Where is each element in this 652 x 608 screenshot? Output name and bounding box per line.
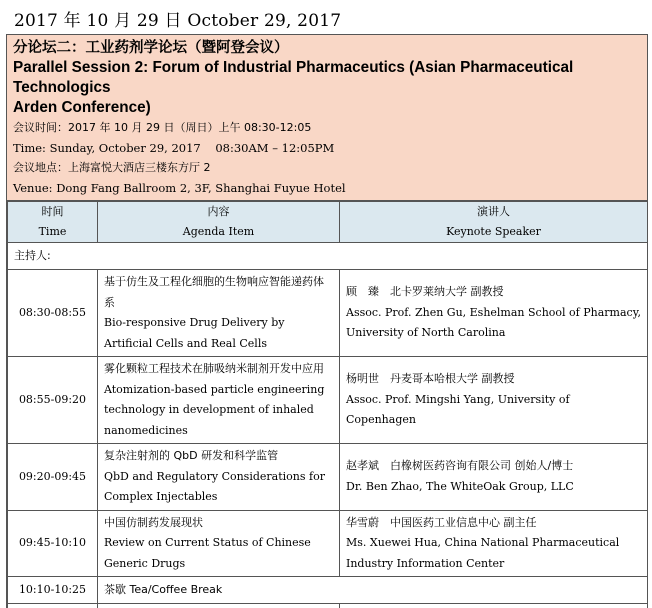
header-agenda: 内容 Agenda Item: [98, 202, 340, 243]
host-row: [8, 243, 648, 270]
session-venue-cn: 会议地点：上海富悦大酒店三楼东方厅 2: [13, 158, 641, 178]
session-header: [7, 34, 647, 201]
table-row: [8, 270, 648, 357]
row-time: 09:45-10:10: [8, 510, 98, 577]
session-title-en-2: Arden Conference): [13, 98, 641, 118]
session-venue-en: Venue: Dong Fang Ballroom 2, 3F, Shanghai Fuyue Hotel: [13, 178, 641, 198]
header-speaker: 演讲人 Keynote Speaker: [340, 202, 648, 243]
row-agenda: 基于仿生及工程化细胞的生物响应智能递药体系 Bio-responsive Drug Delivery by Artificial Cells and Real Cells: [98, 270, 340, 357]
table-row: [8, 357, 648, 444]
row-agenda: 雾化颗粒工程技术在肺吸纳米制剂开发中应用 Atomization-based particle engineering technology in development of inhaled nanomedicines: [98, 357, 340, 444]
row-speaker: 赵孝斌 白橡树医药咨询有限公司 创始人/博士 Dr. Ben Zhao, The WhiteOak Group, LLC: [340, 444, 648, 511]
session-title-cn: 分论坛二：工业药剂学论坛（暨阿登会议）: [13, 38, 641, 58]
break-row: [8, 577, 648, 604]
row-agenda: 中国仿制药发展现状 Review on Current Status of Chinese Generic Drugs: [98, 510, 340, 577]
session-sheet: [6, 34, 648, 608]
row-agenda: 复杂注射剂的 QbD 研发和科学监管 QbD and Regulatory Considerations for Complex Injectables: [98, 444, 340, 511]
agenda-table: [7, 201, 648, 608]
table-header-row: [8, 202, 648, 243]
row-time: 08:55-09:20: [8, 357, 98, 444]
header-time: 时间 Time: [8, 202, 98, 243]
session-title-en-1: Parallel Session 2: Forum of Industrial Pharmaceutics (Asian Pharmaceutical Technologics: [13, 58, 641, 98]
break-label: 茶歇 Tea/Coffee Break: [98, 577, 648, 604]
session-time-cn: 会议时间：2017 年 10 月 29 日（周日）上午 08:30-12:05: [13, 118, 641, 138]
row-speaker: 顾 臻 北卡罗莱纳大学 副教授 Assoc. Prof. Zhen Gu, Eshelman School of Pharmacy, University of North Carolina: [340, 270, 648, 357]
table-row: [8, 510, 648, 577]
date-line: 2017 年 10 月 29 日 October 29, 2017: [14, 6, 341, 31]
table-continuation: [8, 604, 648, 608]
break-time: 10:10-10:25: [8, 577, 98, 604]
row-time: 09:20-09:45: [8, 444, 98, 511]
row-speaker: 华雪蔚 中国医药工业信息中心 副主任 Ms. Xuewei Hua, China National Pharmaceutical Industry Information Center: [340, 510, 648, 577]
table-row: [8, 444, 648, 511]
session-time-en: Time: Sunday, October 29, 2017 08:30AM – 12:05PM: [13, 138, 641, 158]
row-speaker: 杨明世 丹麦哥本哈根大学 副教授 Assoc. Prof. Mingshi Yang, University of Copenhagen: [340, 357, 648, 444]
row-time: 08:30-08:55: [8, 270, 98, 357]
host-label: 主持人:: [8, 243, 648, 270]
